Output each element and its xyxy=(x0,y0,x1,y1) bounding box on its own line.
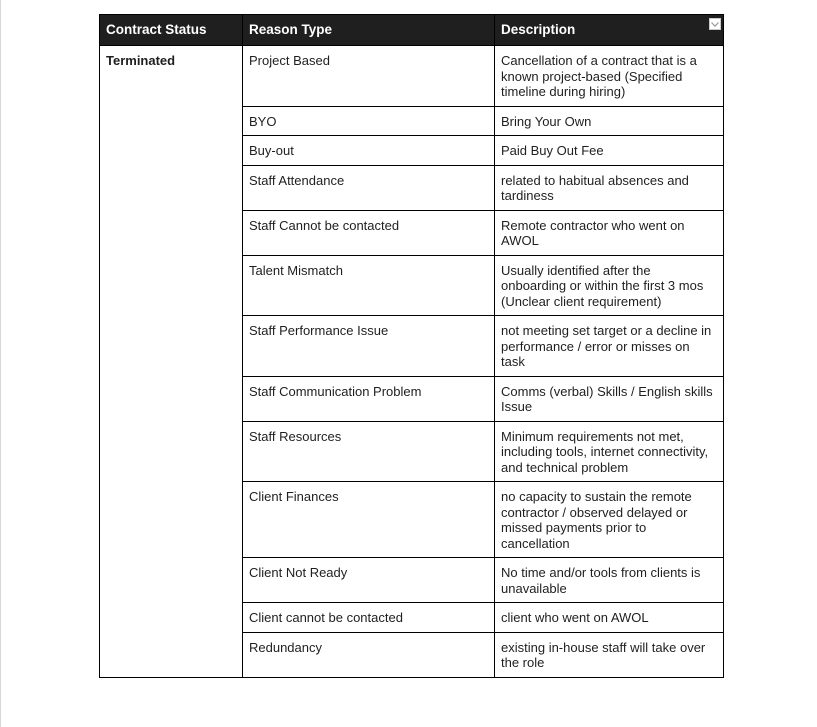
reason-type-cell: Client Finances xyxy=(243,482,495,558)
reason-type-cell: BYO xyxy=(243,106,495,136)
table-body xyxy=(100,46,724,678)
header-description xyxy=(495,15,724,46)
description-cell: related to habitual absences and tardiness xyxy=(495,165,724,210)
description-cell: Cancellation of a contract that is a known project-based (Specified timeline during hiring) xyxy=(495,46,724,107)
reason-type-cell: Staff Resources xyxy=(243,421,495,482)
description-cell: not meeting set target or a decline in performance / error or misses on task xyxy=(495,316,724,377)
reason-type-cell: Client cannot be contacted xyxy=(243,603,495,633)
contract-status-cell: Terminated xyxy=(100,46,243,678)
reason-type-cell: Project Based xyxy=(243,46,495,107)
reason-type-cell: Talent Mismatch xyxy=(243,255,495,316)
header-description-label: Description xyxy=(501,22,576,37)
description-cell: client who went on AWOL xyxy=(495,603,724,633)
table-row xyxy=(100,46,724,107)
description-cell: No time and/or tools from clients is unavailable xyxy=(495,558,724,603)
description-cell: Usually identified after the onboarding or within the first 3 mos (Unclear client requirement) xyxy=(495,255,724,316)
contract-status-table xyxy=(99,14,724,678)
reason-type-cell: Staff Attendance xyxy=(243,165,495,210)
description-cell: Bring Your Own xyxy=(495,106,724,136)
column-menu-toggle[interactable] xyxy=(709,18,721,30)
reason-type-cell: Client Not Ready xyxy=(243,558,495,603)
description-cell: no capacity to sustain the remote contractor / observed delayed or missed payments prior to cancellation xyxy=(495,482,724,558)
chevron-down-icon xyxy=(711,22,719,27)
description-cell: Minimum requirements not met, including tools, internet connectivity, and technical problem xyxy=(495,421,724,482)
reason-type-cell: Staff Performance Issue xyxy=(243,316,495,377)
reason-type-cell: Buy-out xyxy=(243,136,495,166)
header-contract-status: Contract Status xyxy=(100,15,243,46)
header-row xyxy=(100,15,724,46)
header-reason-type: Reason Type xyxy=(243,15,495,46)
reason-type-cell: Staff Communication Problem xyxy=(243,376,495,421)
description-cell: Comms (verbal) Skills / English skills Issue xyxy=(495,376,724,421)
description-cell: Paid Buy Out Fee xyxy=(495,136,724,166)
reason-type-cell: Redundancy xyxy=(243,632,495,677)
reason-type-cell: Staff Cannot be contacted xyxy=(243,210,495,255)
description-cell: existing in-house staff will take over the role xyxy=(495,632,724,677)
table-header xyxy=(100,15,724,46)
description-cell: Remote contractor who went on AWOL xyxy=(495,210,724,255)
page-left-edge xyxy=(0,0,1,727)
